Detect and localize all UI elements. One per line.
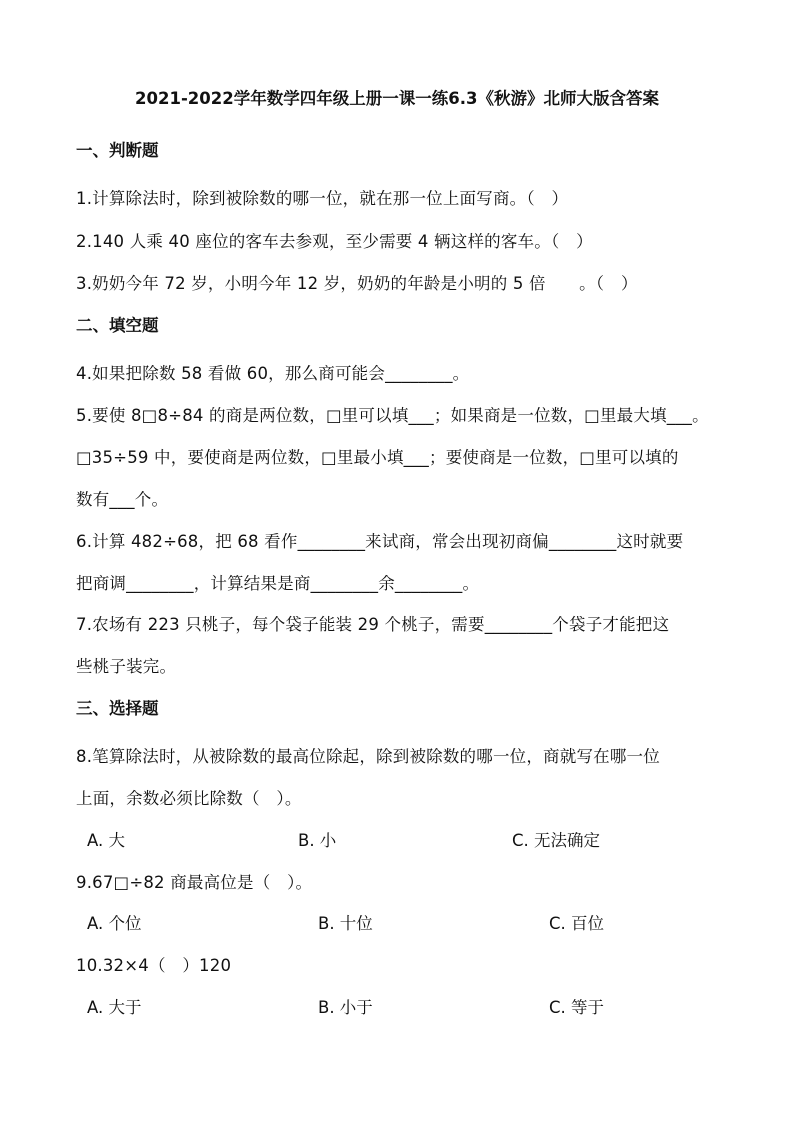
question-7-line-1: 7.农场有 223 只桃子，每个袋子能装 29 个桃子，需要________个袋子才能把这 bbox=[76, 615, 670, 634]
question-8-option-a: A. 大 bbox=[87, 831, 125, 850]
question-5-line-3: 数有___个。 bbox=[76, 490, 169, 509]
question-1: 1.计算除法时，除到被除数的哪一位，就在那一位上面写商。（ ） bbox=[76, 189, 569, 208]
question-2: 2.140 人乘 40 座位的客车去参观，至少需要 4 辆这样的客车。（ ） bbox=[76, 232, 593, 251]
question-10: 10.32×4（ ）120 bbox=[76, 956, 232, 975]
question-10-option-b: B. 小于 bbox=[318, 998, 373, 1017]
section-heading-fill: 二、填空题 bbox=[76, 316, 159, 335]
page-title: 2021-2022学年数学四年级上册一课一练6.3《秋游》北师大版含答案 bbox=[135, 89, 659, 108]
question-8-line-2: 上面，余数必须比除数（ ）。 bbox=[76, 789, 302, 808]
section-heading-choice: 三、选择题 bbox=[76, 699, 159, 718]
question-9-option-a: A. 个位 bbox=[87, 914, 142, 933]
question-9-option-c: C. 百位 bbox=[549, 914, 605, 933]
question-8-line-1: 8.笔算除法时，从被除数的最高位除起，除到被除数的哪一位，商就写在哪一位 bbox=[76, 747, 660, 766]
question-7-line-2: 些桃子装完。 bbox=[76, 657, 177, 676]
question-8-option-b: B. 小 bbox=[298, 831, 337, 850]
section-heading-judge: 一、判断题 bbox=[76, 141, 159, 160]
question-10-option-a: A. 大于 bbox=[87, 998, 142, 1017]
question-10-option-c: C. 等于 bbox=[549, 998, 605, 1017]
question-6-line-2: 把商调________，计算结果是商________余________。 bbox=[76, 574, 480, 593]
question-5-line-1: 5.要使 8□8÷84 的商是两位数，□里可以填___；如果商是一位数，□里最大填___。 bbox=[76, 406, 709, 425]
question-5-line-2: □35÷59 中，要使商是两位数，□里最小填___；要使商是一位数，□里可以填的 bbox=[76, 448, 679, 467]
question-6-line-1: 6.计算 482÷68，把 68 看作________来试商，常会出现初商偏________这时就要 bbox=[76, 532, 684, 551]
question-3: 3.奶奶今年 72 岁，小明今年 12 岁，奶奶的年龄是小明的 5 倍 。（ ） bbox=[76, 274, 638, 293]
question-8-option-c: C. 无法确定 bbox=[512, 831, 601, 850]
question-4: 4.如果把除数 58 看做 60，那么商可能会________。 bbox=[76, 364, 470, 383]
question-9: 9.67□÷82 商最高位是（ ）。 bbox=[76, 873, 313, 892]
question-9-option-b: B. 十位 bbox=[318, 914, 373, 933]
